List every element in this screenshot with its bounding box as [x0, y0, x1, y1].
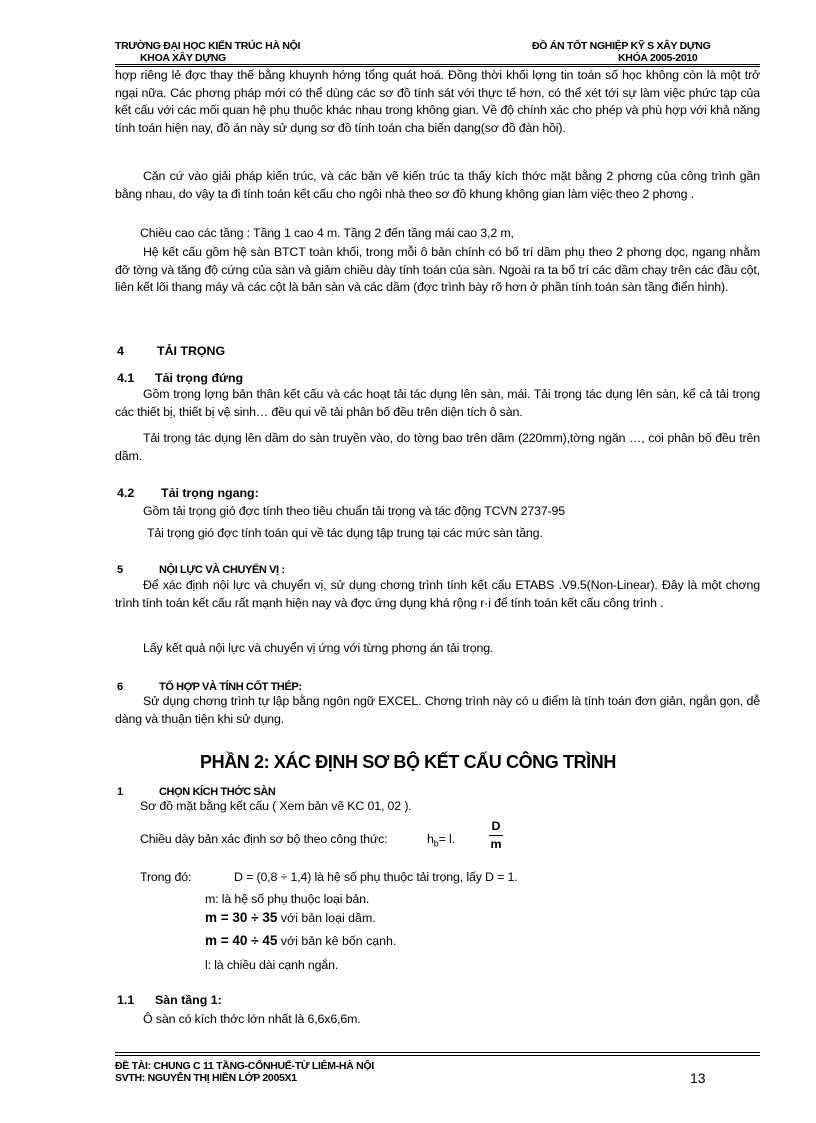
section-4-2-heading: [117, 486, 259, 500]
section-4-2-line-1: Gồm tải trọng gió đợc tính theo tiêu chuẩn tải trọng và tác động TCVN 2737-95: [143, 504, 566, 518]
intro-paragraph-2: Căn cứ vào giải pháp kiến trúc, và các bản vẽ kiến trúc ta thấy kích thớc mặt bằng 2 phơng của công trình gần bằng nhau, do vậy ta đi tính toán kết cấu cho ngôi nhà theo sơ đồ khung không gian làm việc theo 2 phơng .: [115, 169, 760, 201]
section-title: Sàn tầng 1:: [155, 993, 222, 1007]
l-definition: l: là chiều dài cạnh ngắn.: [205, 958, 339, 972]
section-title: TỔ HỢP VÀ TÍNH CỐT THÉP:: [159, 681, 302, 693]
part-2-title: PHẦN 2: XÁC ĐỊNH SƠ BỘ KẾT CẤU CÔNG TRÌNH: [200, 752, 616, 772]
section-number: 6: [117, 681, 123, 693]
fraction-bar: [489, 835, 503, 836]
section-title: TẢI TRỌNG: [157, 344, 226, 358]
formula-fraction: [489, 819, 503, 851]
section-title: NỘI LỰC VÀ CHUYỂN VỊ :: [159, 564, 285, 576]
section-5-paragraph-2: Lấy kết quả nội lực và chuyển vị ứng với từng phơng án tải trọng.: [143, 641, 494, 655]
intro-paragraph-1: hợp riêng lẻ đợc thay thế bằng khuynh hớng tổng quát hoá. Đồng thời khối lợng tin toán số học không còn là một trở ngại nữa. Các phơng pháp mới có thể dùng các sơ đồ tính sát với thực tế hơn, có thể xét tới sự làm việc phức tạp của kết cấu với các mối quan hệ phụ thuộc khác nhau trong không gian. Về độ chính xác cho phép và phù hợp với khả năng tính toán hiện nay, đồ án này sử dụng sơ đồ tính toán cha biến dạng(sơ đồ đàn hồi).: [115, 68, 760, 135]
footer-topic: ĐỀ TÀI: CHUNG C 11 TẦNG-CỔNHUẾ-TỪ LIÊM-HÀ NỘI: [115, 1060, 374, 1072]
section-number: 1.1: [117, 993, 135, 1007]
m-description: với bản loại dầm.: [280, 911, 376, 925]
part-2-line-formula-intro: Chiều dày bản xác định sơ bộ theo công thức:: [140, 832, 388, 846]
section-title: Tải trọng ngang:: [161, 486, 259, 500]
header-faculty: KHOA XÂY DỰNG: [140, 52, 226, 64]
section-number: 4.2: [117, 486, 135, 500]
section-title: CHỌN KÍCH THỚC SÀN: [159, 786, 276, 798]
where-d-definition: D = (0,8 ÷ 1,4) là hệ số phụ thuộc tải trọng, lấy D = 1.: [234, 870, 518, 884]
section-5-heading: [117, 564, 285, 576]
formula-subscript: b: [433, 838, 439, 849]
m-expression: m = 30 ÷ 35: [205, 910, 278, 925]
section-title: Tải trọng đứng: [155, 371, 244, 385]
m-range-four-sides: [205, 933, 396, 948]
section-6-paragraph-1: Sử dụng chơng trình tự lập bằng ngôn ngữ EXCEL. Chơng trình này có u điểm là tính toán đơn giản, ngắn gọn, dễ dàng và thuận tiện khi sử dụng.: [115, 694, 760, 726]
formula-numerator: D: [491, 819, 501, 833]
intro-paragraph-3: Chiều cao các tầng : Tầng 1 cao 4 m. Tầng 2 đến tầng mái cao 3,2 m,: [140, 226, 514, 240]
section-number: 4.1: [117, 371, 135, 385]
m-definition: m: là hệ số phụ thuộc loại bản.: [205, 892, 370, 906]
formula-denominator: m: [490, 837, 502, 851]
header-course: KHÓA 2005-2010: [618, 52, 698, 64]
section-number: 4: [117, 344, 124, 358]
formula-h: h: [427, 832, 434, 846]
header-project: ĐỒ ÁN TỐT NGHIỆP KỸ S XÂY DỰNG: [532, 40, 711, 52]
section-4-heading: [117, 344, 225, 358]
part-2-line-layout: Sơ đồ mặt bằng kết cấu ( Xem bản vẽ KC 01, 02 ).: [140, 799, 412, 813]
section-number: 5: [117, 564, 123, 576]
header-rule: [115, 64, 760, 65]
section-4-1-paragraph-2: Tải trọng tác dụng lên dầm do sàn truyền vào, do tờng bao trên dầm (220mm),tờng ngăn …, coi phân bố đều trên dầm.: [115, 431, 760, 463]
m-expression: m = 40 ÷ 45: [205, 933, 278, 948]
footer-rule: [115, 1052, 760, 1053]
formula-equals: = l.: [438, 832, 455, 846]
section-4-1-paragraph-1: Gồm trọng lợng bản thân kết cấu và các hoạt tải tác dụng lên sàn, mái. Tải trọng tác dụng lên sàn, kể cả tải trọng các thiết bị, thiết bị vệ sinh… đều qui về tải phân bố đều trên diện tích ô sàn.: [115, 387, 760, 419]
page-number: 13: [690, 1070, 706, 1086]
section-1-1-heading: [117, 993, 222, 1007]
m-description: với bản kê bốn cạnh.: [280, 934, 397, 948]
section-5-paragraph-1: Để xác định nội lực và chuyển vị, sử dụng chơng trình tính kết cấu ETABS .V9.5(Non-Linear). Đây là một chơng trình tính toán kết cấu rất mạnh hiện nay và đợc ứng dụng khá rộng r·i để tính toán kết cấu công trình .: [115, 578, 760, 610]
section-4-1-heading: [117, 371, 243, 385]
header-school: TRƯỜNG ĐẠI HỌC KIẾN TRÚC HÀ NỘI: [115, 40, 301, 52]
slab-size-line: Ô sàn có kích thớc lớn nhất là 6,6x6,6m.: [143, 1012, 361, 1026]
footer-rule-2: [115, 1055, 760, 1056]
m-range-beam: [205, 910, 376, 925]
formula-lhs: [427, 832, 455, 848]
part-2-section-1-heading: [117, 786, 275, 798]
section-number: 1: [117, 786, 123, 798]
where-label: Trong đó:: [140, 870, 192, 884]
footer-student: SVTH: NGUYỄN THỊ HIỀN LỚP 2005X1: [115, 1072, 297, 1084]
section-4-2-line-2: Tải trọng gió đợc tính toán qui về tác dụng tập trung tại các mức sàn tầng.: [147, 526, 543, 540]
intro-paragraph-4: Hệ kết cấu gồm hệ sàn BTCT toàn khối, trong mỗi ô bản chính có bố trí dầm phụ theo 2 phơng dọc, ngang nhằm đỡ tờng và tăng độ cứng của sàn và giảm chiều dày tính toán của sàn. Ngoài ra ta bố trí các dầm chạy trên các đầu cột, liên kết lõi thang máy và các cột là bản sàn và các dầm (đợc trình bày rõ hơn ở phần tính toán sàn tầng điển hình).: [115, 245, 760, 294]
